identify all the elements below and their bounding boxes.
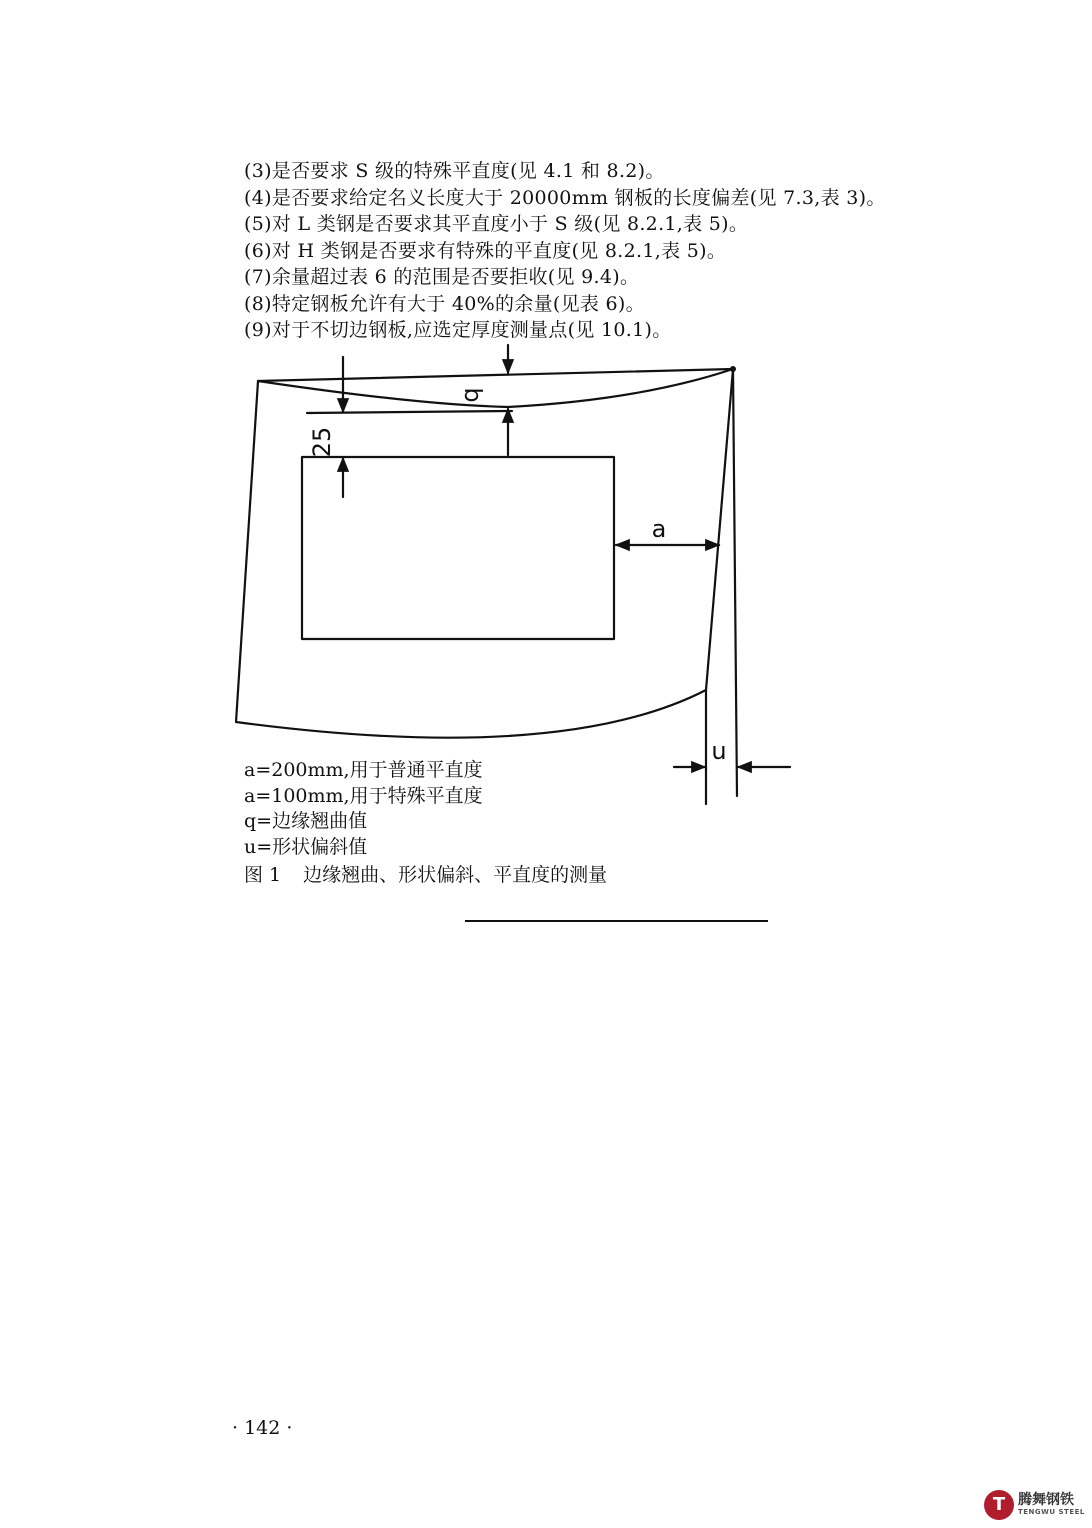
requirement-item: (5)对 L 类钢是否要求其平直度小于 S 级(见 8.2.1,表 5)。 bbox=[244, 213, 749, 235]
requirement-item: (6)对 H 类钢是否要求有特殊的平直度(见 8.2.1,表 5)。 bbox=[244, 239, 727, 262]
legend-item: u=形状偏斜值 bbox=[244, 835, 368, 858]
legend-item: a=100mm,用于特殊平直度 bbox=[244, 784, 483, 807]
legend-item: a=200mm,用于普通平直度 bbox=[244, 759, 483, 781]
label-u: u bbox=[711, 737, 727, 765]
reference-line bbox=[307, 411, 512, 413]
label-a: a bbox=[651, 515, 667, 543]
label-q: q bbox=[456, 387, 484, 403]
section-end-rule bbox=[465, 920, 768, 922]
measurement-area bbox=[302, 457, 614, 639]
legend-item: q=边缘翘曲值 bbox=[244, 810, 368, 832]
page-number: · 142 · bbox=[232, 1417, 293, 1439]
corner-point bbox=[730, 366, 736, 372]
requirement-item: (3)是否要求 S 级的特殊平直度(见 4.1 和 8.2)。 bbox=[244, 160, 665, 182]
logo-text-cn: 腾舞钢铁 bbox=[1018, 1492, 1074, 1508]
figure-caption bbox=[244, 860, 607, 887]
figure-title: 边缘翘曲、形状偏斜、平直度的测量 bbox=[303, 864, 608, 886]
plate-outline bbox=[236, 369, 733, 738]
figure-legend bbox=[244, 758, 483, 860]
label-25: 25 bbox=[308, 426, 336, 458]
requirement-item: (4)是否要求给定名义长度大于 20000mm 钢板的长度偏差(见 7.3,表 3)。 bbox=[244, 186, 886, 209]
logo-text-en: TENGWU STEEL bbox=[1018, 1508, 1085, 1516]
requirement-item: (9)对于不切边钢板,应选定厚度测量点(见 10.1)。 bbox=[244, 319, 672, 341]
logo-icon: T bbox=[984, 1490, 1014, 1520]
watermark-logo bbox=[984, 1488, 1084, 1524]
requirement-item: (8)特定钢板允许有大于 40%的余量(见表 6)。 bbox=[244, 292, 645, 315]
skew-reference-line bbox=[733, 369, 737, 796]
figure-number: 图 1 bbox=[244, 864, 282, 886]
requirement-item: (7)余量超过表 6 的范围是否要拒收(见 9.4)。 bbox=[244, 266, 640, 288]
